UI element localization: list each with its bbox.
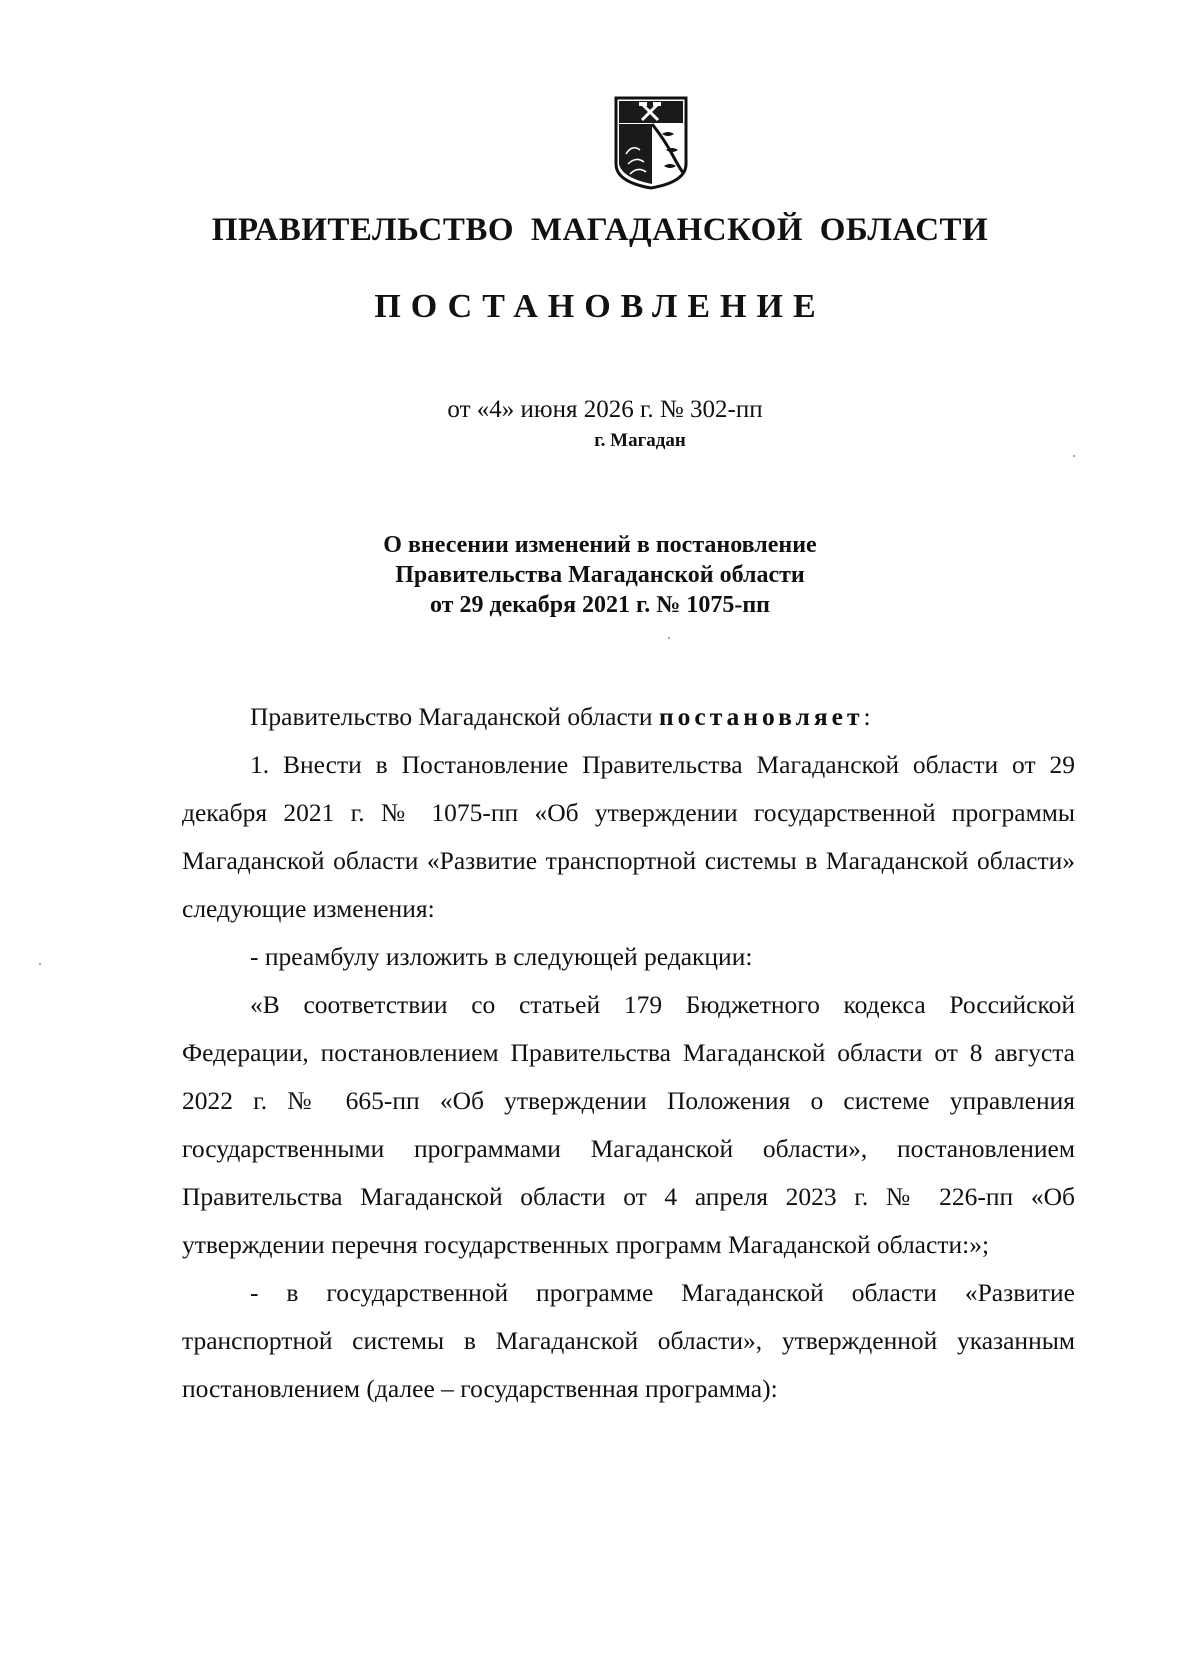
document-date-number: от «4» июня 2026 г. № 302-пп <box>447 396 763 423</box>
organization-title: ПРАВИТЕЛЬСТВО МАГАДАНСКОЙ ОБЛАСТИ <box>211 212 989 248</box>
scan-speck <box>39 963 41 965</box>
subject-line: Правительства Магаданской области <box>395 562 805 588</box>
document-type: ПОСТАНОВЛЕНИЕ <box>374 288 826 325</box>
program-item-paragraph: - в государственной программе Магаданской области «Развитие транспортной системы в Магаданской области», утвержденной указанным постановлением (далее – государственная программа): <box>182 1278 1075 1403</box>
subject-line: от 29 декабря 2021 г. № 1075-пп <box>429 592 771 618</box>
preamble-item-paragraph: - преамбулу изложить в следующей редакции: <box>250 942 753 971</box>
item-1-paragraph: 1. Внести в Постановление Правительства Магаданской области от 29 декабря 2021 г. № 1075-пп «Об утверждении государственной программы Магаданской области «Развитие транспортной системы в Магаданской области» следующие изменения: <box>182 750 1075 923</box>
document-city: г. Магадан <box>594 430 686 451</box>
document-subject <box>0 530 1200 620</box>
intro-suffix: : <box>863 702 871 731</box>
intro-paragraph <box>182 693 1075 741</box>
preamble-quote-paragraph: «В соответствии со статьей 179 Бюджетного кодекса Российской Федерации, постановлением Правительства Магаданской области от 8 августа 2022 г. № 665-пп «Об утверждении Положения о системе управления государственными программами Магаданской области», постановлением Правительства Магаданской области от 4 апреля 2023 г. № 226-пп «Об утверждении перечня государственных программ Магаданской области:»; <box>182 990 1075 1259</box>
intro-verb: постановляет <box>658 702 864 731</box>
scan-speck <box>668 637 670 639</box>
subject-line: О внесении изменений в постановление <box>383 532 817 558</box>
coat-of-arms-icon <box>612 94 690 190</box>
intro-prefix: Правительство Магаданской области <box>250 702 653 731</box>
document-body <box>182 693 1075 1413</box>
scan-speck <box>1073 455 1075 457</box>
